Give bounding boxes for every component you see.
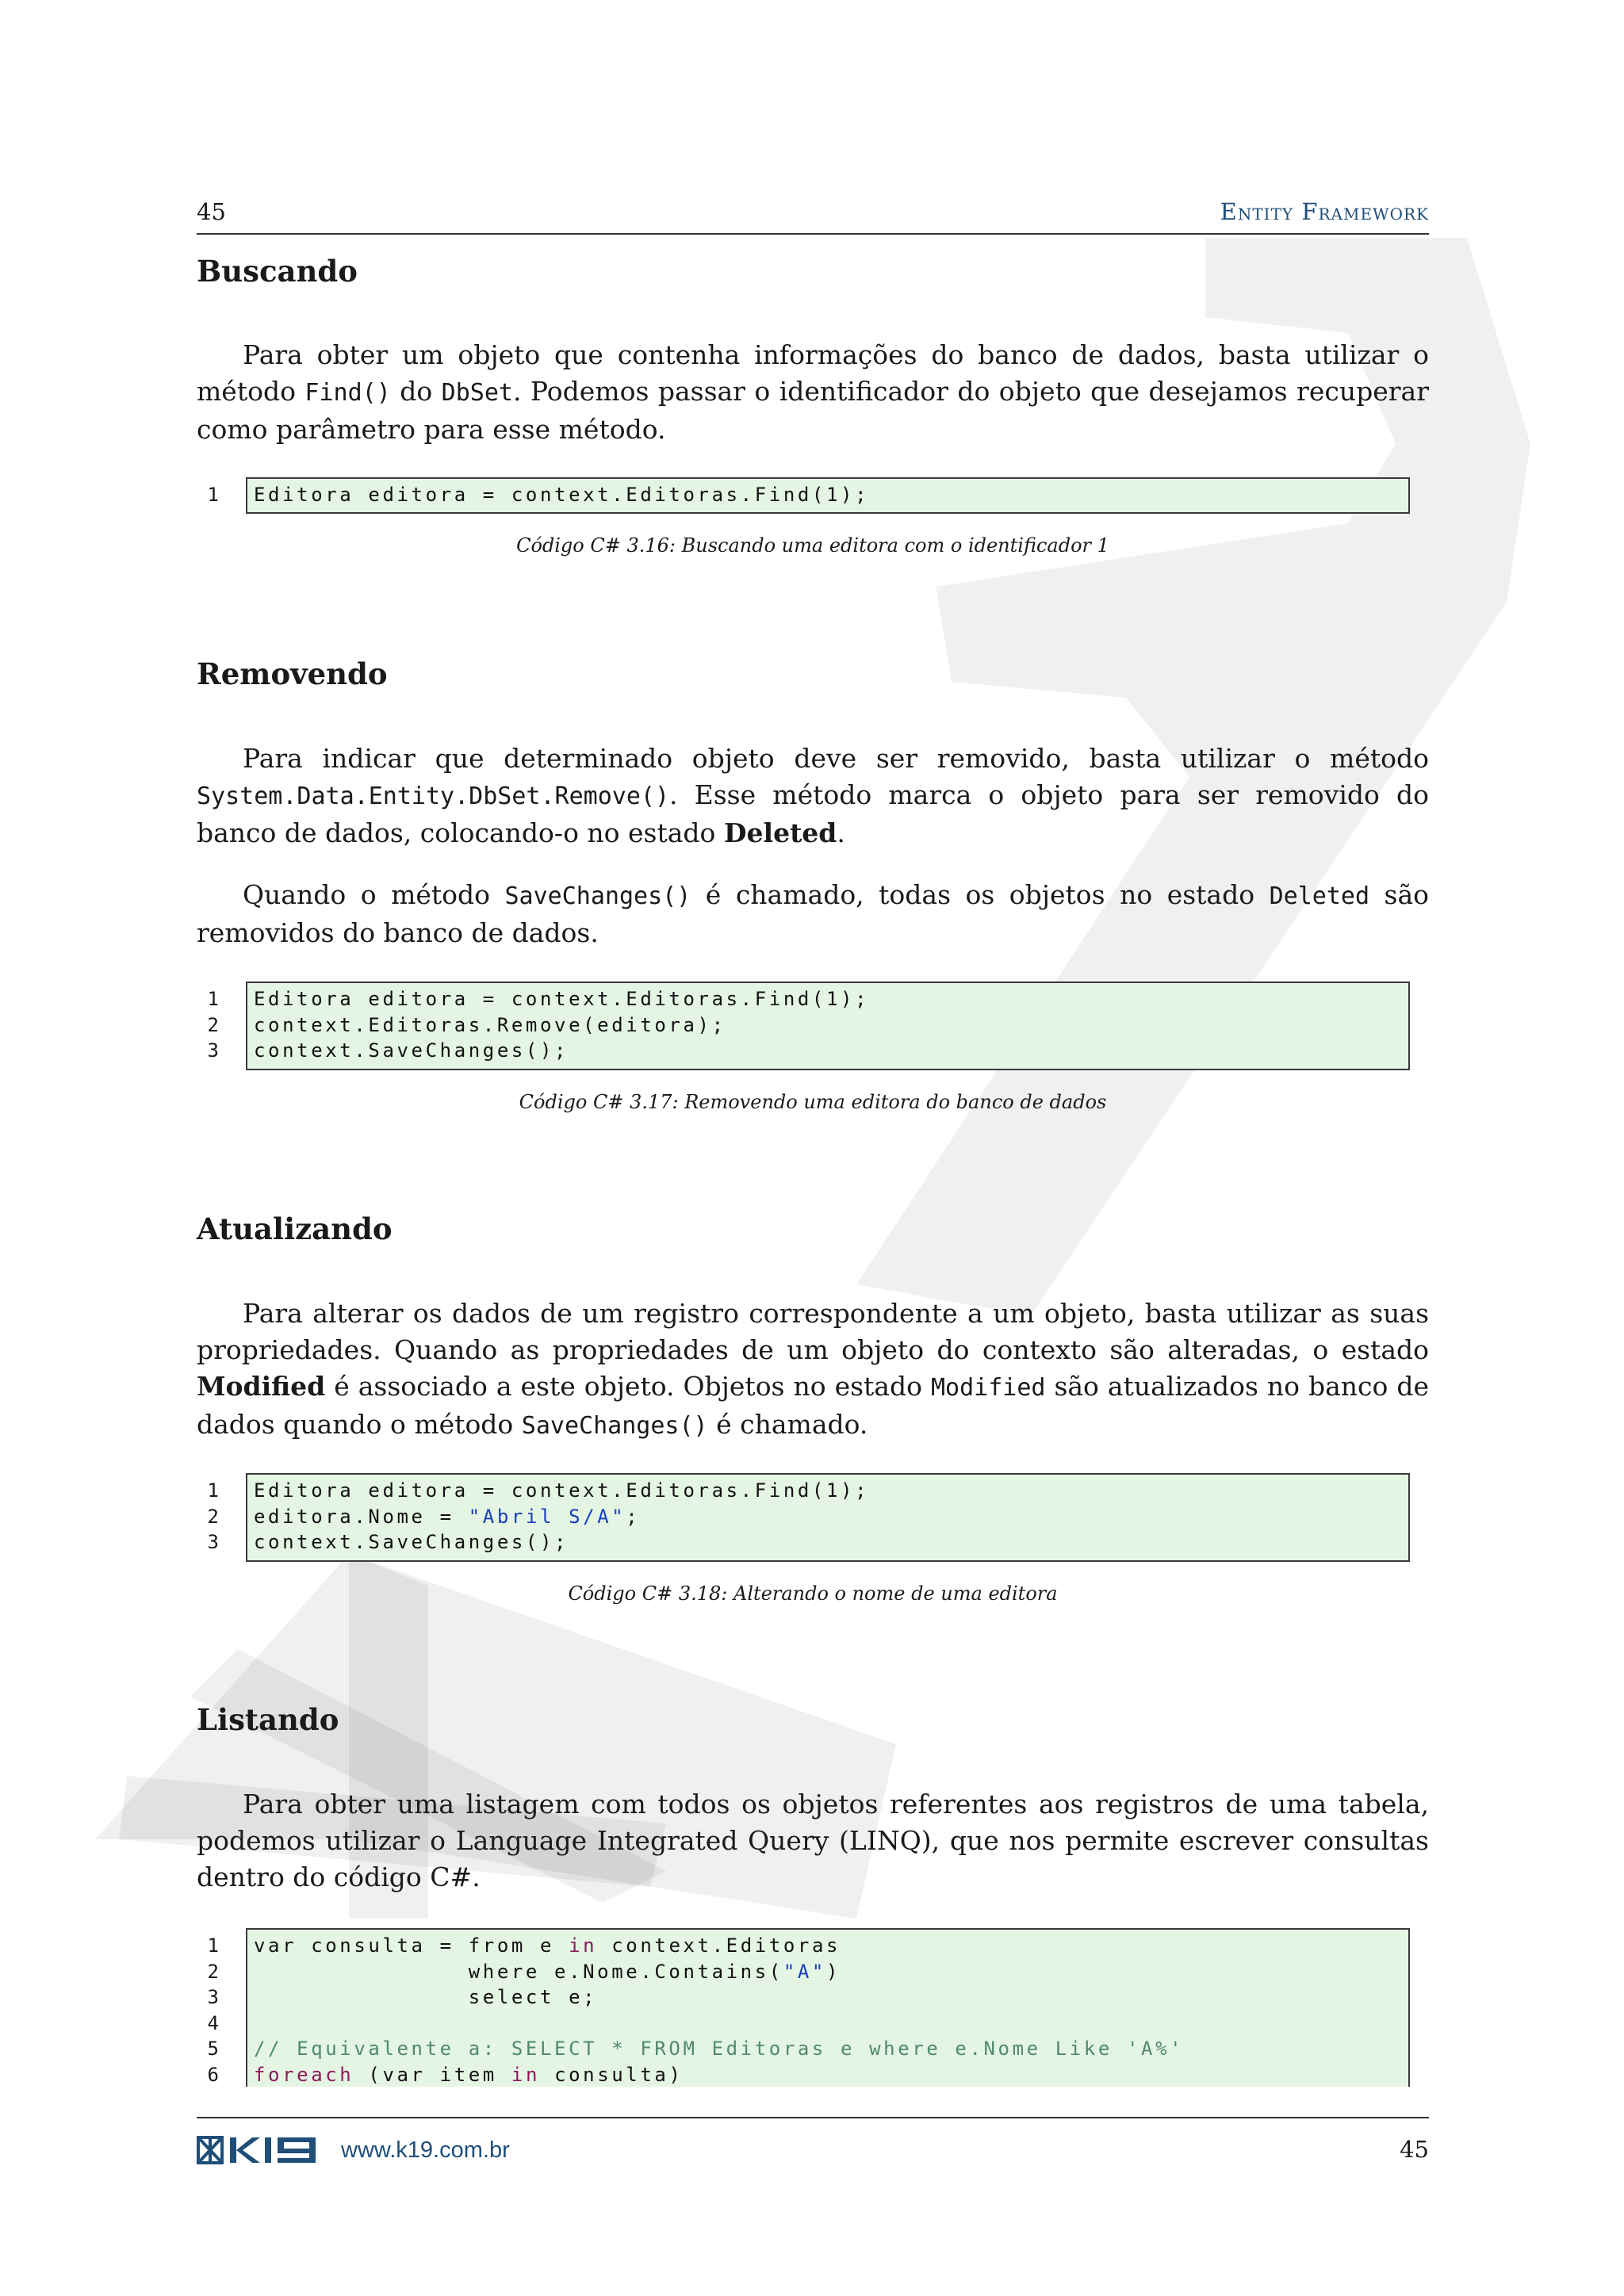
text-run: Para indicar que determinado objeto deve ser removido, basta utilizar o método [243,743,1429,774]
code-token: "Abril S/A" [468,1505,626,1528]
section-title-removendo: Removendo [197,656,388,691]
code-line [254,1038,869,1064]
text-run: . Esse método marca o objeto para ser removido do banco de dados, colocando-o no estado [197,779,1429,848]
code-token: editora.Nome = [254,1505,469,1528]
line-number: 2 [207,1013,219,1036]
code-token: context.Editoras [597,1934,841,1957]
inline-code: SaveChanges() [504,882,691,910]
code-text [254,1473,869,1556]
text-run: . [837,817,845,848]
bold-term: Deleted [723,817,837,848]
line-number: 4 [207,2011,219,2034]
code-token: foreach [254,2063,354,2086]
code-listing-3-16 [197,477,1410,514]
line-number: 6 [207,2063,219,2086]
line-number: 1 [207,988,219,1010]
caption-3-16: Código C# 3.16: Buscando uma editora com o identificador 1 [516,534,1109,557]
code-token: select e; [254,1986,598,2008]
code-token: (var item [354,2063,511,2086]
code-text [254,477,869,508]
line-number: 5 [207,2038,219,2060]
inline-code: Deleted [1269,882,1370,910]
section-title-buscando: Buscando [197,254,358,289]
paragraph-buscando [197,337,1429,448]
code-token: // Equivalente a: SELECT * FROM Editoras e where e.Nome Like 'A%' [254,2038,1185,2060]
code-token: context.Editoras.Remove(editora); [254,1013,726,1036]
caption-3-17: Código C# 3.17: Removendo uma editora do banco de dados [519,1091,1107,1113]
code-line [254,1478,869,1504]
text-run: é associado a este objeto. Objetos no estado [325,1371,931,1402]
code-token: where e.Nome.Contains( [254,1960,783,1983]
code-line [254,2036,1184,2062]
code-token: consulta) [540,2063,684,2086]
section-title-listando: Listando [197,1702,339,1737]
inline-code: System.Data.Entity.DbSet.Remove() [197,783,670,810]
code-line [254,1504,869,1530]
footer-url: www.k19.com.br [341,2137,510,2163]
paragraph-removendo-1 [197,740,1429,851]
code-listing-linq [197,1928,1410,2087]
code-line [254,482,869,508]
line-number: 2 [207,1505,219,1528]
line-number: 2 [207,1960,219,1983]
header-page-number: 45 [197,198,226,225]
code-text [254,982,869,1064]
inline-code: SaveChanges() [521,1412,708,1440]
line-numbers [197,1928,219,2087]
code-text [254,1928,1184,2087]
code-token: Editora editora = context.Editoras.Find(1); [254,988,870,1010]
text-run: Quando o método [243,879,505,910]
line-number: 1 [207,1934,219,1957]
line-number: 3 [207,1039,219,1062]
code-token: in [569,1934,598,1957]
code-token: in [511,2063,541,2086]
text-run: Para alterar os dados de um registro correspondente a um objeto, basta utilizar as suas propriedades. Quando as propriedades de um objeto do contexto são alteradas, o estado [197,1298,1429,1365]
code-line [254,2062,1184,2088]
k19-logo [197,2133,320,2169]
code-line [254,1012,869,1039]
section-title-atualizando: Atualizando [197,1211,393,1246]
inline-code: DbSet [441,379,513,407]
inline-code: Modified [930,1374,1046,1402]
code-token: "A" [783,1960,826,1983]
header-chapter-title: Entity Framework [1220,198,1429,225]
code-token: ; [626,1505,641,1528]
line-numbers [197,1473,219,1556]
text-run: Para obter um objeto que contenha informações do banco de dados, basta utilizar o método [197,339,1429,407]
code-listing-3-18 [197,1473,1410,1562]
code-line [254,1933,1184,1959]
text-run: Para obter uma listagem com todos os objetos referentes aos registros de uma tabela, podemos utilizar o Language Integrated Query (LINQ), que nos permite escrever consultas dentro do código C#. [197,1789,1429,1892]
inline-code: Find() [304,379,391,407]
code-token: Editora editora = context.Editoras.Find(1); [254,1479,870,1502]
line-number: 1 [207,484,219,506]
paragraph-atualizando [197,1295,1429,1445]
line-numbers [197,982,219,1064]
text-run: é chamado. [707,1409,868,1440]
footer-page-number: 45 [1400,2136,1429,2163]
running-header [197,197,1429,235]
code-line [254,986,869,1012]
code-line [254,1984,1184,2011]
code-token: context.SaveChanges(); [254,1531,569,1553]
paragraph-removendo-2 [197,877,1429,951]
line-number: 3 [207,1986,219,2008]
text-run: . Podemos passar o identificador do objeto que desejamos recuperar como parâmetro para esse método. [197,376,1429,445]
code-listing-3-17 [197,982,1410,1070]
text-run: são atualizados no banco de dados quando o método [197,1371,1430,1440]
code-token: Editora editora = context.Editoras.Find(1); [254,484,870,506]
code-token: ) [825,1960,841,1983]
line-numbers [197,477,219,508]
code-token: context.SaveChanges(); [254,1039,569,1062]
line-number: 3 [207,1531,219,1553]
code-token: var consulta = from e [254,1934,569,1957]
code-line [254,2011,1184,2037]
caption-3-18: Código C# 3.18: Alterando o nome de uma editora [568,1582,1058,1605]
page-footer [197,2117,1429,2174]
text-run: são removidos do banco de dados. [197,879,1429,948]
text-run: é chamado, todas os objetos no estado [691,879,1270,910]
bold-term: Modified [197,1371,326,1402]
text-run: do [390,376,442,407]
code-line [254,1959,1184,1985]
paragraph-listando [197,1786,1429,1896]
line-number: 1 [207,1479,219,1502]
code-line [254,1529,869,1556]
